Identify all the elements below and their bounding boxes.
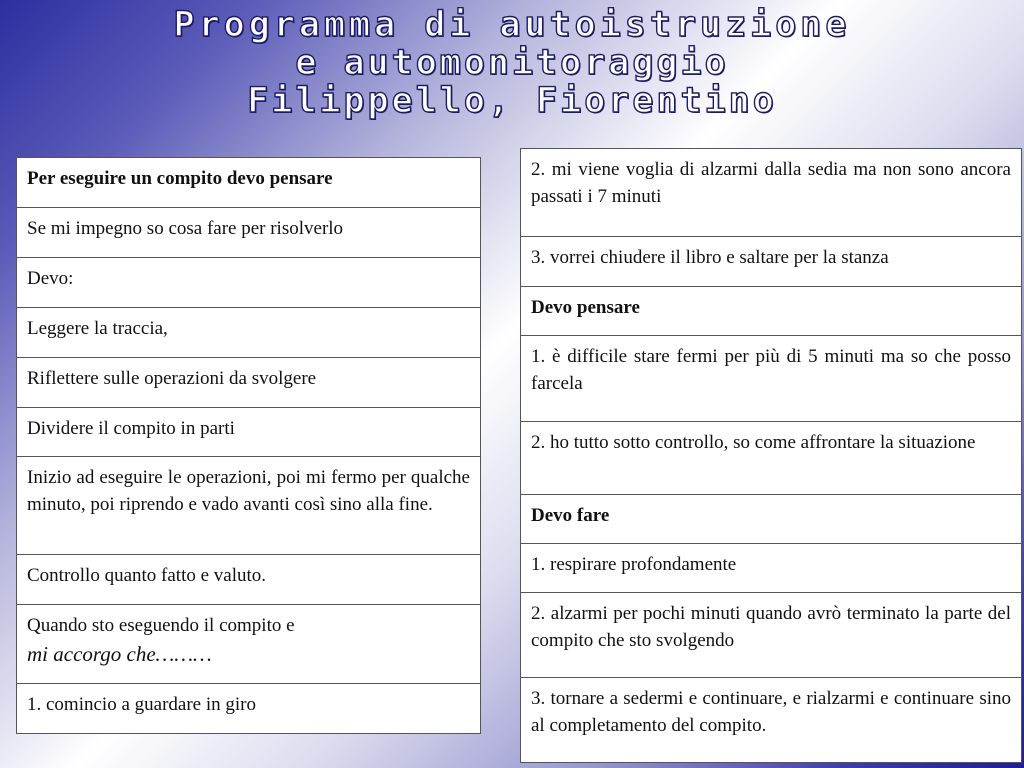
- table-row: [521, 678, 1022, 763]
- cell-italic-text: mi accorgo che………: [27, 642, 212, 666]
- table-row: [521, 336, 1022, 422]
- table-cell-header: Devo pensare: [521, 287, 1022, 336]
- title-line-2: e automonitoraggio: [295, 43, 729, 83]
- table-cell: 2. ho tutto sotto controllo, so come affrontare la situazione: [521, 422, 1022, 495]
- table-row: [521, 422, 1022, 495]
- table-row: [17, 258, 481, 308]
- table-row: [17, 358, 481, 408]
- left-table: [16, 157, 481, 734]
- table-row: [17, 158, 481, 208]
- table-row: [521, 544, 1022, 593]
- table-row: [521, 287, 1022, 336]
- table-cell: Leggere la traccia,: [17, 308, 481, 358]
- table-cell: Inizio ad eseguire le operazioni, poi mi fermo per qualche minuto, poi riprendo e vado avanti così sino alla fine.: [17, 457, 481, 555]
- table-cell: Devo:: [17, 258, 481, 308]
- table-row: [17, 208, 481, 258]
- table-row: [17, 408, 481, 457]
- table-cell: Dividere il compito in parti: [17, 408, 481, 457]
- right-table: [520, 148, 1022, 763]
- table-cell-header: Devo fare: [521, 495, 1022, 544]
- table-row: [521, 593, 1022, 678]
- table-cell: 2. alzarmi per pochi minuti quando avrò terminato la parte del compito che sto svolgendo: [521, 593, 1022, 678]
- table-cell: 3. vorrei chiudere il libro e saltare per la stanza: [521, 237, 1022, 287]
- table-cell: Se mi impegno so cosa fare per risolverlo: [17, 208, 481, 258]
- title-line-1: Programma di autoistruzione: [173, 5, 851, 45]
- table-row: [17, 457, 481, 555]
- title-line-3-authors: Filippello, Fiorentino: [247, 81, 777, 121]
- table-row: [521, 495, 1022, 544]
- table-row: [17, 308, 481, 358]
- slide-title: [0, 6, 1024, 120]
- table-row: [521, 237, 1022, 287]
- table-cell: 1. è difficile stare fermi per più di 5 minuti ma so che posso farcela: [521, 336, 1022, 422]
- table-cell: 1. comincio a guardare in giro: [17, 684, 481, 734]
- table-row: [17, 555, 481, 605]
- cell-text: Quando sto eseguendo il compito e: [27, 615, 295, 636]
- table-cell: Riflettere sulle operazioni da svolgere: [17, 358, 481, 408]
- table-row: [521, 149, 1022, 237]
- table-cell: Controllo quanto fatto e valuto.: [17, 555, 481, 605]
- table-cell: 2. mi viene voglia di alzarmi dalla sedia ma non sono ancora passati i 7 minuti: [521, 149, 1022, 237]
- table-cell-header: Per eseguire un compito devo pensare: [17, 158, 481, 208]
- table-cell: [17, 605, 481, 684]
- table-cell: 3. tornare a sedermi e continuare, e rialzarmi e continuare sino al completamento del compito.: [521, 678, 1022, 763]
- table-row: [17, 684, 481, 734]
- table-row: [17, 605, 481, 684]
- table-cell: 1. respirare profondamente: [521, 544, 1022, 593]
